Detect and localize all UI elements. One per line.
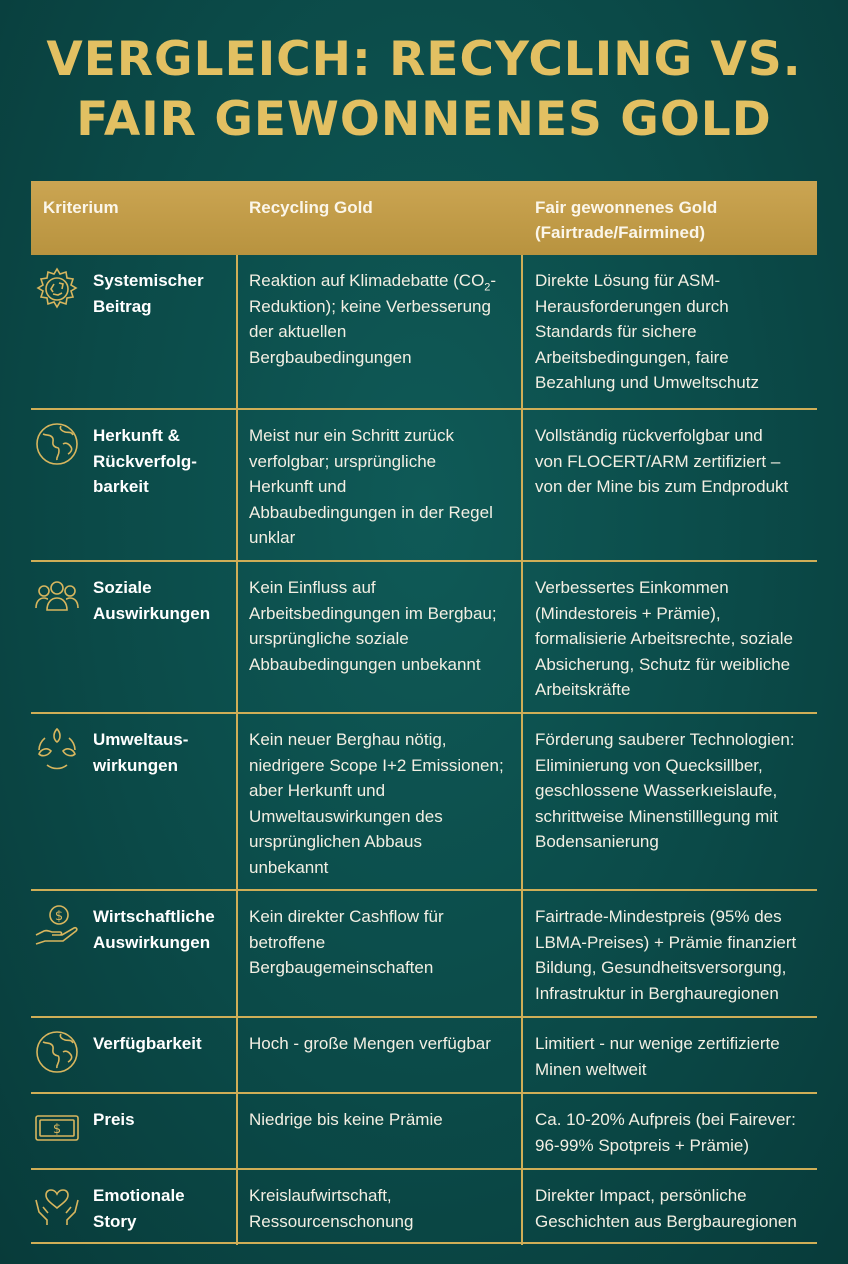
fair-gold-cell — [535, 268, 815, 396]
recycling-line: unklar — [249, 528, 296, 547]
header-fair-gold — [535, 195, 717, 245]
leaf-cycle-icon — [33, 724, 81, 772]
table-row — [31, 891, 817, 1018]
table-row — [31, 410, 817, 562]
recycling-gold-cell — [249, 1107, 519, 1133]
hand-coin-icon — [33, 901, 81, 949]
table-row — [31, 1094, 817, 1170]
table-row — [31, 562, 817, 714]
fair-line: Förderung sauberer Technologien: — [535, 730, 795, 749]
fair-line: Bildung, Gesundheitsversorgung, — [535, 958, 787, 977]
fair-line: Herausforderungen durch — [535, 296, 729, 316]
column-divider-2 — [521, 255, 523, 1245]
criterion-line: Wirtschaftliche — [93, 907, 215, 926]
table-row — [31, 1018, 817, 1094]
recycling-line: Niedrige bis keine Prämie — [249, 1110, 443, 1129]
criterion-line: Auswirkungen — [93, 603, 211, 623]
table-row — [31, 1170, 817, 1244]
recycling-line: aber Herkunft und — [249, 781, 386, 800]
page-title — [0, 30, 848, 150]
fair-gold-cell — [535, 1183, 815, 1234]
criterion-line: Emotionale — [93, 1186, 185, 1205]
title-line-1: VERGLEICH: RECYCLING VS. — [46, 32, 802, 87]
fair-line: LBMA-Preises) + Prämie finanziert — [535, 932, 797, 952]
fair-line: Geschichten aus Bergbauregionen — [535, 1211, 797, 1231]
fair-line: Fairtrade-Mindestpreis (95% des — [535, 907, 782, 926]
recycling-line: Reaktion auf Klimadebatte ($CO_2-$ — [249, 271, 497, 294]
fair-line: von FLOCERT/ARM zertifiziert – — [535, 451, 781, 471]
recycling-line: Umweltauswirkungen des — [249, 806, 443, 826]
fair-line: formalisierie Arbeitsrechte, soziale — [535, 629, 793, 648]
comparison-table — [31, 181, 817, 1244]
title-line-2: FAIR GEWONNENES GOLD — [76, 92, 772, 147]
criterion-line: Preis — [93, 1110, 135, 1129]
heart-hands-icon — [33, 1180, 81, 1228]
fair-line: Standards für sichere — [535, 322, 697, 341]
recycling-line: Abbaubedingungen in der Regel — [249, 502, 493, 522]
fair-line: von der Mine bis zum Endprodukt — [535, 477, 789, 496]
recycling-line: Kein direkter Cashflow für — [249, 907, 444, 926]
recycling-line: Bergbaubedingungen — [249, 347, 412, 367]
table-body — [31, 255, 817, 1244]
header-kriterium: Kriterium — [43, 198, 119, 217]
recycling-gold-cell — [249, 268, 519, 370]
criterion-line: Story — [93, 1211, 137, 1231]
recycling-line: Meist nur ein Schritt zurück — [249, 426, 455, 445]
people-icon — [33, 572, 81, 620]
criterion-line: Auswirkungen — [93, 932, 211, 952]
fair-line: Ca. 10-20% Aufpreis (bei Fairever: — [535, 1110, 796, 1129]
criterion-line: Rückverfolg- — [93, 451, 197, 471]
fair-line: Verbessertes Einkommen — [535, 578, 729, 597]
criterion-line: Herkunft & — [93, 426, 180, 445]
criterion-label — [93, 268, 233, 319]
fair-line: geschlossene Wasserkıeislaufe, — [535, 781, 778, 800]
table-row — [31, 255, 817, 410]
criterion-label — [93, 423, 233, 500]
fair-line: Infrastruktur in Berghauregionen — [535, 983, 779, 1003]
criterion-label — [93, 1107, 233, 1133]
fair-gold-cell — [535, 575, 815, 703]
fair-line: Vollständig rückverfolgbar und — [535, 426, 763, 445]
criterion-label — [93, 727, 233, 778]
subscript: 2 — [484, 281, 491, 294]
criterion-label — [93, 1183, 233, 1234]
recycling-line: Hoch - große Mengen verfügbar — [249, 1034, 491, 1053]
fair-line: (Mindestoreis + Prämie), — [535, 603, 721, 623]
fair-line: Eliminierung von Quecksillber, — [535, 755, 763, 775]
criterion-line: Beitrag — [93, 296, 152, 316]
recycling-gold-cell — [249, 1031, 519, 1057]
fair-line: Limitiert - nur wenige zertifizierte — [535, 1034, 780, 1053]
criterion-line: Systemischer — [93, 271, 204, 290]
fair-line: schrittweise Minenstilllegung mit — [535, 806, 778, 826]
banknote-icon — [33, 1104, 81, 1152]
fair-gold-cell — [535, 423, 815, 500]
column-divider-1 — [236, 255, 238, 1245]
criterion-line: Soziale — [93, 578, 152, 597]
recycling-line: Kein Einfluss auf — [249, 578, 376, 597]
globe-icon — [33, 1028, 81, 1076]
recycling-gold-cell — [249, 1183, 519, 1234]
recycling-line: Reduktion); keine Verbesserung — [249, 296, 491, 316]
header-fair-gold-line-2: (Fairtrade/Fairmined) — [535, 223, 706, 242]
recycling-line: Ressourcenschonung — [249, 1211, 414, 1231]
table-row — [31, 714, 817, 891]
recycling-line: Abbaubedingungen unbekannt — [249, 654, 481, 674]
recycling-gold-cell — [249, 423, 519, 551]
recycling-gold-cell — [249, 727, 519, 880]
criterion-line: barkeit — [93, 477, 149, 496]
recycling-line: ursprünglichen Abbaus — [249, 832, 422, 851]
fair-gold-cell — [535, 727, 815, 855]
recycling-gold-cell — [249, 904, 519, 981]
criterion-line: wirkungen — [93, 755, 179, 775]
table-header — [31, 181, 817, 255]
gear-recycle-icon — [33, 265, 81, 313]
recycling-line: Kein neuer Berghau nötig, — [249, 730, 447, 749]
criterion-line: Verfügbarkeit — [93, 1034, 202, 1053]
fair-line: Bodensanierung — [535, 832, 659, 851]
fair-line: Arbeitsbedingungen, faire — [535, 347, 729, 367]
header-recycling-gold: Recycling Gold — [249, 198, 373, 217]
recycling-line: unbekannt — [249, 857, 329, 877]
fair-line: Direkter Impact, persönliche — [535, 1186, 747, 1205]
fair-line: Minen weltweit — [535, 1059, 647, 1079]
recycling-line: Herkunft und — [249, 477, 347, 496]
criterion-label — [93, 575, 233, 626]
recycling-line: betroffene — [249, 932, 326, 952]
fair-gold-cell — [535, 1107, 815, 1158]
fair-line: 96-99% Spotpreis + Prämie) — [535, 1135, 750, 1155]
criterion-line: Umweltaus- — [93, 730, 189, 749]
recycling-line: Arbeitsbedingungen im Bergbau; — [249, 603, 497, 623]
recycling-line: niedrigere Scope I+2 Emissionen; — [249, 755, 504, 775]
recycling-line: der aktuellen — [249, 322, 347, 341]
criterion-label — [93, 1031, 233, 1057]
recycling-line: Kreislaufwirtschaft, — [249, 1186, 392, 1205]
fair-line: Direkte Lösung für ASM- — [535, 271, 721, 290]
fair-gold-cell — [535, 1031, 815, 1082]
recycling-line: ursprüngliche soziale — [249, 629, 409, 648]
fair-line: Absicherung, Schutz für weibliche — [535, 654, 791, 674]
recycling-line: Bergbaugemeinschaften — [249, 958, 434, 977]
criterion-label — [93, 904, 233, 955]
svg-text:$: $ — [54, 909, 64, 924]
recycling-gold-cell — [249, 575, 519, 677]
recycling-line: verfolgbar; ursprüngliche — [249, 451, 437, 471]
fair-line: Arbeitskräfte — [535, 680, 631, 699]
fair-gold-cell — [535, 904, 815, 1006]
fair-line: Bezahlung und Umweltschutz — [535, 373, 759, 392]
globe-icon — [33, 420, 81, 468]
svg-text:$: $ — [52, 1122, 62, 1137]
header-fair-gold-line-1: Fair gewonnenes Gold — [535, 198, 718, 217]
